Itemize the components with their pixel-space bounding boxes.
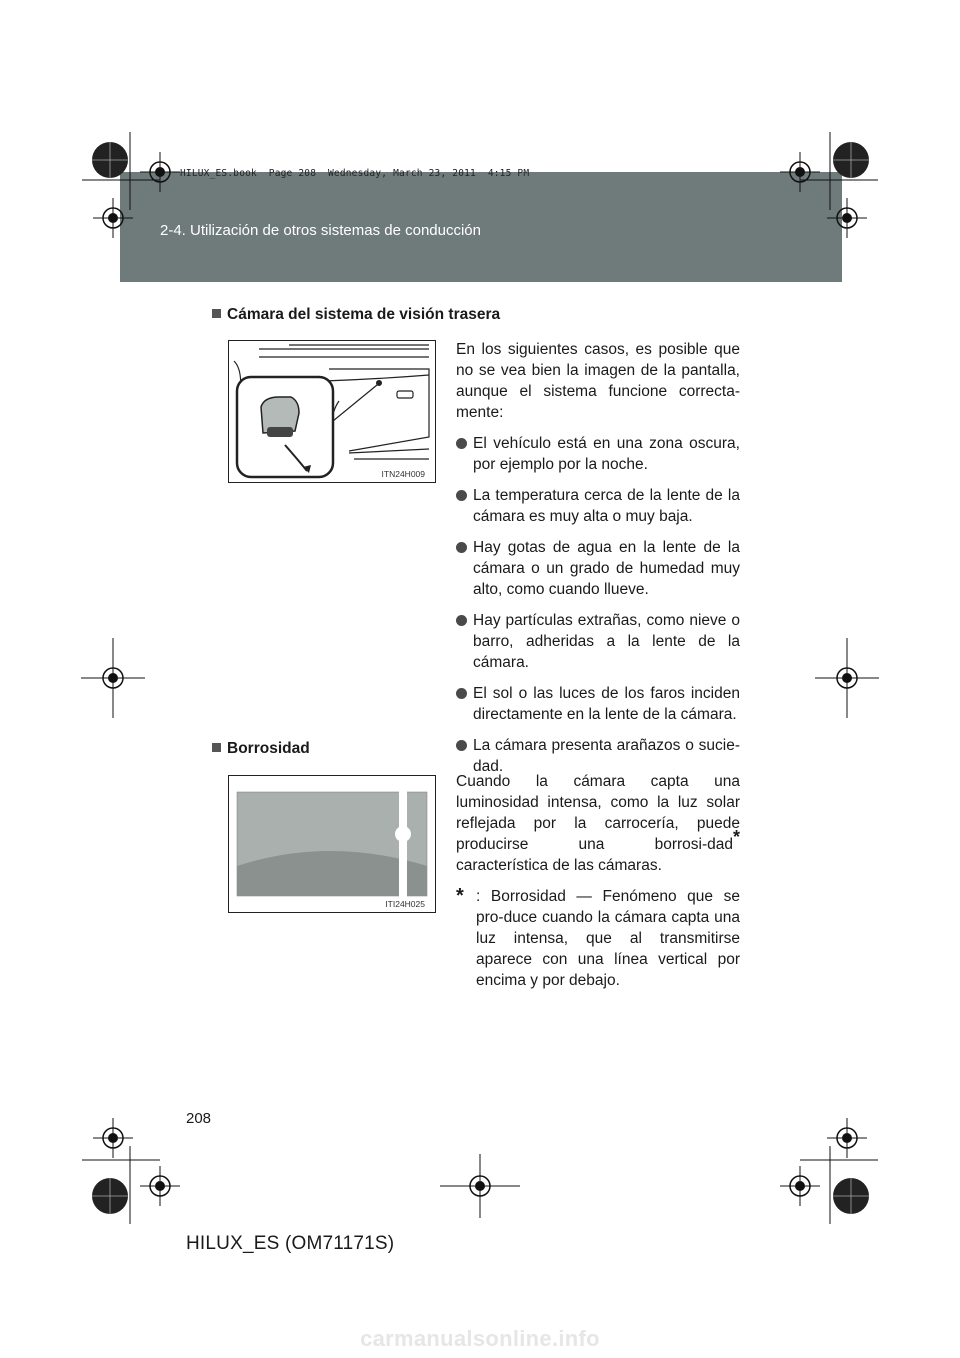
bullet-item [456, 537, 740, 600]
page-number: 208 [186, 1110, 212, 1127]
smear-paragraph [456, 771, 740, 876]
smear-text [456, 771, 740, 991]
camera-figure [228, 340, 436, 483]
smear-screen-illustration [229, 776, 434, 911]
bullet-icon [456, 615, 467, 626]
bullet-item [456, 683, 740, 725]
bullet-text: Hay partículas extrañas, como nieve o barro, adheridas a la lente de la cámara. [473, 612, 740, 671]
bullet-text: El sol o las luces de los faros inciden directamente en la lente de la cámara. [473, 685, 740, 723]
body-text: característica de las cámaras. [456, 857, 662, 874]
section-heading-camera [212, 306, 500, 324]
smear-figure [228, 775, 436, 913]
book-info-line: HILUX_ES.book Page 208 Wednesday, March 23, 2011 4:15 PM [180, 168, 530, 179]
figure-label: ITN24H009 [381, 469, 425, 479]
footnote-text: : Borrosidad — Fenómeno que se pro-duce cuando la cámara capta una luz intensa, que al transmitirse aparece con una línea vertical por encima y por debajo. [476, 888, 740, 989]
body-text: Cuando la cámara capta una luminosidad intensa, como la luz solar reflejada por la carrocería, puede producirse una borrosi-dad [456, 773, 740, 853]
section-heading-smear [212, 740, 310, 758]
bullet-item [456, 485, 740, 527]
footnote-mark: * [456, 885, 464, 907]
bullet-text: La temperatura cerca de la lente de la cámara es muy alta o muy baja. [473, 487, 740, 525]
model-code: HILUX_ES (OM71171S) [186, 1233, 395, 1254]
tailgate-camera-illustration [229, 341, 434, 481]
bullet-icon [456, 438, 467, 449]
square-bullet-icon [212, 743, 221, 752]
intro-paragraph: En los siguientes casos, es posible que no se vea bien la imagen de la pantalla, aunque el sistema funcione correcta-mente: [456, 341, 740, 421]
bullet-icon [456, 490, 467, 501]
bullet-item [456, 610, 740, 673]
camera-text [456, 339, 740, 787]
bullet-text: Hay gotas de agua en la lente de la cámara o un grado de humedad muy alto, como cuando llueve. [473, 539, 740, 598]
bullet-item [456, 433, 740, 475]
footnote-mark: * [732, 826, 740, 847]
bullet-icon [456, 740, 467, 751]
figure-label: ITI24H025 [385, 899, 425, 909]
section-title: 2-4. Utilización de otros sistemas de conducción [160, 222, 481, 239]
heading-text: Cámara del sistema de visión trasera [227, 306, 501, 323]
footnote [456, 886, 740, 991]
bullet-text: El vehículo está en una zona oscura, por ejemplo por la noche. [473, 435, 740, 473]
square-bullet-icon [212, 309, 221, 318]
heading-text: Borrosidad [227, 740, 310, 757]
bullet-icon [456, 688, 467, 699]
bullet-text: La cámara presenta arañazos o sucie-dad. [473, 737, 740, 775]
bullet-icon [456, 542, 467, 553]
watermark: carmanualsonline.info [360, 1326, 600, 1351]
